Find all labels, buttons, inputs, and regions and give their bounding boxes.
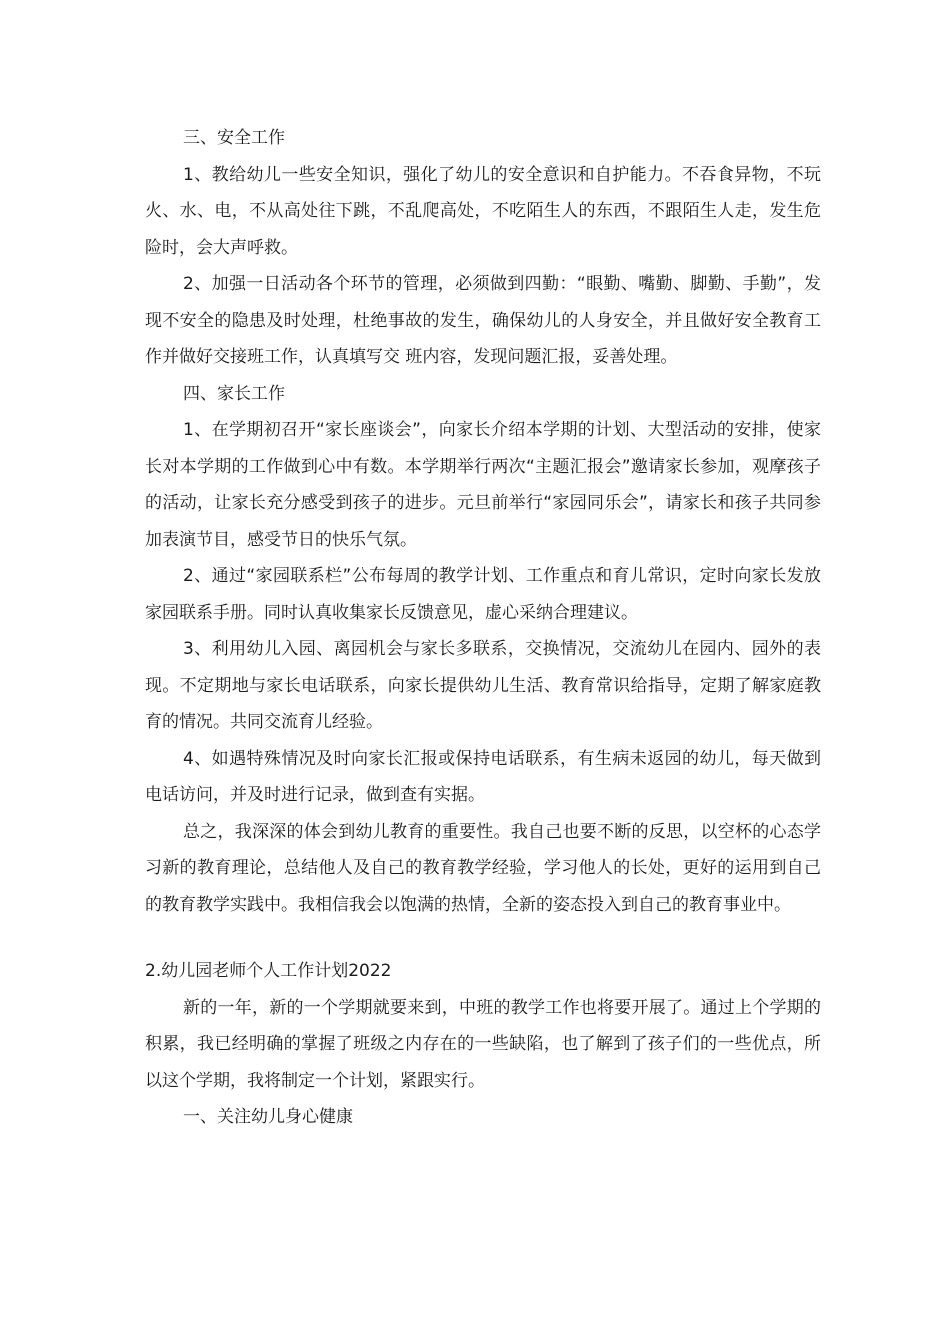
parents-paragraph-1: 1、在学期初召开“家长座谈会”，向家长介绍本学期的计划、大型活动的安排，使家长对本学期的工作做到心中有数。本学期举行两次“主题汇报会”邀请家长参加，观摩孩子的活动，让家长充分感受到孩子的进步。元旦前举行“家园同乐会”，请家长和孩子共同参加表演节目，感受节日的快乐气氛。 xyxy=(145,420,821,550)
safety-paragraph-2: 2、加强一日活动各个环节的管理，必须做到四勤：“眼勤、嘴勤、脚勤、手勤”，发现不安全的隐患及时处理，杜绝事故的发生，确保幼儿的人身安全，并且做好安全教育工作并做好交接班工作，认真填写交 班内容，发现问题汇报，妥善处理。 xyxy=(145,274,821,367)
section-heading-parents: 四、家长工作 xyxy=(183,383,285,404)
article-intro-paragraph: 新的一年，新的一个学期就要来到，中班的教学工作也将要开展了。通过上个学期的积累，我已经明确的掌握了班级之内存在的一些缺陷，也了解到了孩子们的一些优点，所以这个学期，我将制定一个计划，紧跟实行。 xyxy=(145,997,821,1091)
section-gap xyxy=(145,923,821,953)
article-heading-health: 一、关注幼儿身心健康 xyxy=(183,1107,353,1127)
parents-paragraph-4: 4、如遇特殊情况及时向家长汇报或保持电话联系，有生病未返园的幼儿，每天做到电话访问，并及时进行记录，做到查有实据。 xyxy=(145,748,821,805)
parents-paragraph-2: 2、通过“家园联系栏”公布每周的教学计划、工作重点和育儿常识，定时向家长发放家园联系手册。同时认真收集家长反馈意见，虚心采纳合理建议。 xyxy=(145,566,821,623)
parents-paragraph-3: 3、利用幼儿入园、离园机会与家长多联系，交换情况，交流幼儿在园内、园外的表现。不定期地与家长电话联系，向家长提供幼儿生活、教育常识给指导，定期了解家庭教育的情况。共同交流育儿经验。 xyxy=(145,639,821,732)
conclusion-paragraph: 总之，我深深的体会到幼儿教育的重要性。我自己也要不断的反思，以空杯的心态学习新的教育理论，总结他人及自己的教育教学经验，学习他人的长处，更好的运用到自己的教育教学实践中。我相信我会以饱满的热情，全新的姿态投入到自己的教育事业中。 xyxy=(145,821,821,915)
article-title: 2.幼儿园老师个人工作计划2022 xyxy=(145,961,392,981)
safety-paragraph-1: 1、教给幼儿一些安全知识，强化了幼儿的安全意识和自护能力。不吞食异物，不玩火、水、电，不从高处往下跳，不乱爬高处，不吃陌生人的东西，不跟陌生人走，发生危险时，会大声呼救。 xyxy=(145,164,821,258)
document-body xyxy=(145,120,821,1136)
section-heading-safety: 三、安全工作 xyxy=(183,128,285,148)
